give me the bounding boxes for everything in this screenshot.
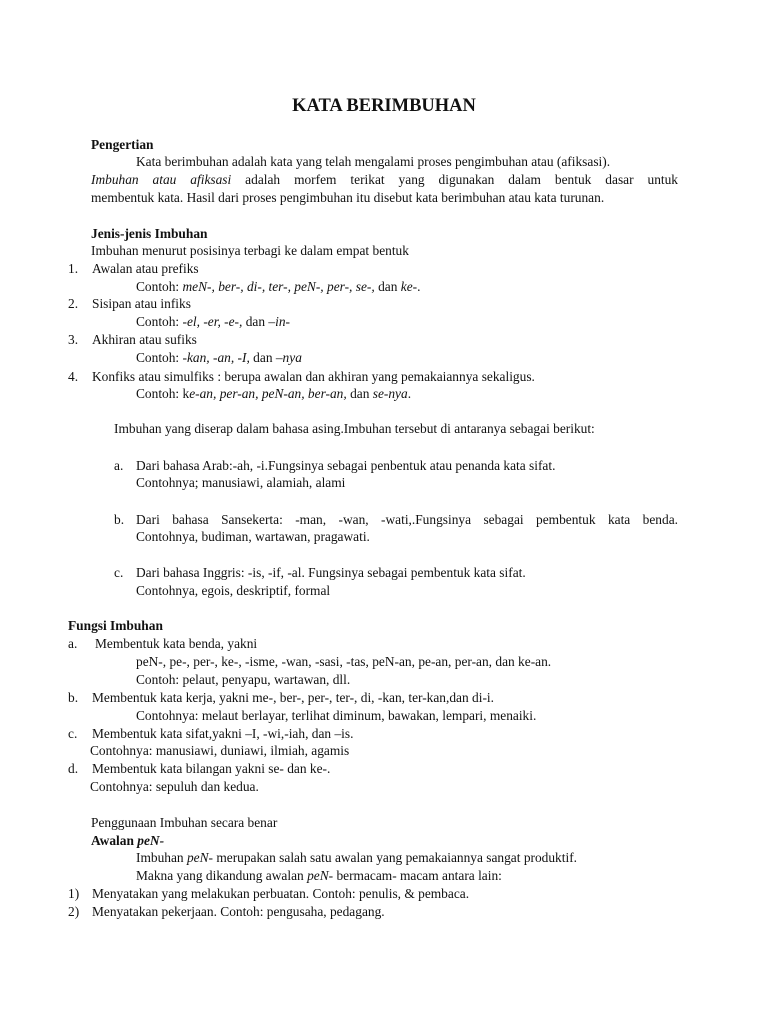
penggunaan-paragraph-1 [136, 849, 577, 866]
subheading-text: Awalan [91, 833, 138, 848]
fungsi-item-example: Contohnya: manusiawi, duniawi, ilmiah, agamis [90, 743, 350, 758]
list-letter: b. [68, 690, 79, 705]
example-connector: dan [249, 350, 276, 365]
fungsi-item-example: Contohnya: melaut berlayar, terlihat diminum, bawakan, lempari, menaiki. [136, 708, 537, 723]
term-imbuhan-afiksasi: Imbuhan atau afiksasi [91, 172, 232, 187]
example-connector: dan [346, 386, 373, 401]
list-letter: c. [68, 726, 78, 741]
subheading-affix: peN- [137, 833, 165, 848]
jenis-item-label: Akhiran atau sufiks [92, 332, 197, 347]
fungsi-item-label: Membentuk kata sifat,yakni –I, -wi,-iah, dan –is. [92, 726, 354, 741]
section-heading-fungsi: Fungsi Imbuhan [68, 618, 163, 633]
example-affix-last: se-nya [372, 386, 408, 401]
example-affixes: e-an, per-an, peN-an, ber-an, [189, 386, 347, 401]
jenis-item-example [136, 385, 411, 402]
example-affixes: -el, -er, -e-, [182, 314, 243, 329]
pengertian-line-2 [91, 171, 678, 188]
list-letter: a. [114, 458, 124, 473]
text-part: bermacam- macam antara lain: [333, 868, 502, 883]
example-affix-last: ke- [400, 279, 418, 294]
example-end: . [417, 279, 421, 294]
list-number: 1) [68, 886, 80, 901]
list-letter: a. [68, 636, 78, 651]
text-part: merupakan salah satu awalan yang pemakaiannya sangat produktif. [212, 850, 578, 865]
asing-item-line-1: Dari bahasa Arab:-ah, -i.Fungsinya sebagai penbentuk atau penanda kata sifat. [136, 458, 556, 473]
example-connector: dan [374, 279, 401, 294]
text-part: Imbuhan [136, 850, 187, 865]
fungsi-item-label: Membentuk kata bilangan yakni se- dan ke-. [92, 761, 331, 776]
asing-item-line-1: Dari bahasa Sansekerta: -man, -wan, -wati,.Fungsinya sebagai pembentuk kata benda. [136, 512, 678, 527]
example-prefix: Contoh: [136, 350, 183, 365]
list-number: 1. [68, 261, 79, 276]
list-number: 4. [68, 369, 79, 384]
pengertian-line-2-rest: adalah morfem terikat yang digunakan dalam bentuk dasar untuk [231, 172, 679, 187]
list-letter: b. [114, 512, 125, 527]
pengertian-line-1: Kata berimbuhan adalah kata yang telah mengalami proses pengimbuhan atau (afiksasi). [136, 154, 611, 169]
penggunaan-item: Menyatakan yang melakukan perbuatan. Contoh: penulis, & pembaca. [92, 886, 470, 901]
affix-term: peN- [186, 850, 213, 865]
section-heading-jenis: Jenis-jenis Imbuhan [91, 226, 208, 241]
affix-term: peN- [307, 868, 334, 883]
subheading-awalan-pen [91, 832, 164, 849]
page-title: KATA BERIMBUHAN [292, 96, 476, 116]
asing-item-line-2: Contohnya, budiman, wartawan, pragawati. [136, 529, 370, 544]
list-number: 2. [68, 296, 79, 311]
asing-item-line-1: Dari bahasa Inggris: -is, -if, -al. Fungsinya sebagai pembentuk kata sifat. [136, 565, 526, 580]
fungsi-item-label: Membentuk kata benda, yakni [95, 636, 258, 651]
asing-intro: Imbuhan yang diserap dalam bahasa asing.Imbuhan tersebut di antaranya sebagai berikut: [114, 421, 595, 436]
fungsi-item-example: Contoh: pelaut, penyapu, wartawan, dll. [136, 672, 351, 687]
penggunaan-paragraph-2 [136, 867, 502, 884]
jenis-item-label: Awalan atau prefiks [92, 261, 199, 276]
pengertian-line-3: membentuk kata. Hasil dari proses pengimbuhan itu disebut kata berimbuhan atau kata turunan. [91, 190, 605, 205]
list-letter: c. [114, 565, 124, 580]
fungsi-item-example: Contohnya: sepuluh dan kedua. [90, 779, 259, 794]
jenis-item-example [136, 278, 420, 295]
asing-item-line-2: Contohnya, egois, deskriptif, formal [136, 583, 331, 598]
jenis-item-label: Sisipan atau infiks [92, 296, 191, 311]
jenis-intro: Imbuhan menurut posisinya terbagi ke dalam empat bentuk [91, 243, 409, 258]
list-letter: d. [68, 761, 79, 776]
text-part: Makna yang dikandung awalan [136, 868, 308, 883]
list-number: 3. [68, 332, 79, 347]
penggunaan-intro: Penggunaan Imbuhan secara benar [91, 815, 278, 830]
example-prefix: Contoh: k [136, 386, 190, 401]
example-affix-last: –in- [268, 314, 290, 329]
example-end: . [407, 386, 412, 401]
example-affix-last: –nya [275, 350, 302, 365]
section-heading-pengertian: Pengertian [91, 137, 154, 152]
jenis-item-example [136, 313, 290, 330]
jenis-item-example [136, 349, 302, 366]
penggunaan-item: Menyatakan pekerjaan. Contoh: pengusaha, pedagang. [92, 904, 385, 919]
fungsi-item-label: Membentuk kata kerja, yakni me-, ber-, per-, ter-, di, -kan, ter-kan,dan di-i. [92, 690, 494, 705]
list-number: 2) [68, 904, 80, 919]
example-prefix: Contoh: [136, 279, 183, 294]
example-prefix: Contoh: [136, 314, 183, 329]
example-connector: dan [242, 314, 269, 329]
example-affixes: -kan, -an, -I, [182, 350, 250, 365]
asing-item-line-2: Contohnya; manusiawi, alamiah, alami [136, 475, 346, 490]
jenis-item-label: Konfiks atau simulfiks : berupa awalan dan akhiran yang pemakaiannya sekaligus. [92, 369, 535, 384]
example-affixes: meN-, ber-, di-, ter-, peN-, per-, se-, [182, 279, 375, 294]
fungsi-item-affixes: peN-, pe-, per-, ke-, -isme, -wan, -sasi, -tas, peN-an, pe-an, per-an, dan ke-an. [136, 654, 552, 669]
